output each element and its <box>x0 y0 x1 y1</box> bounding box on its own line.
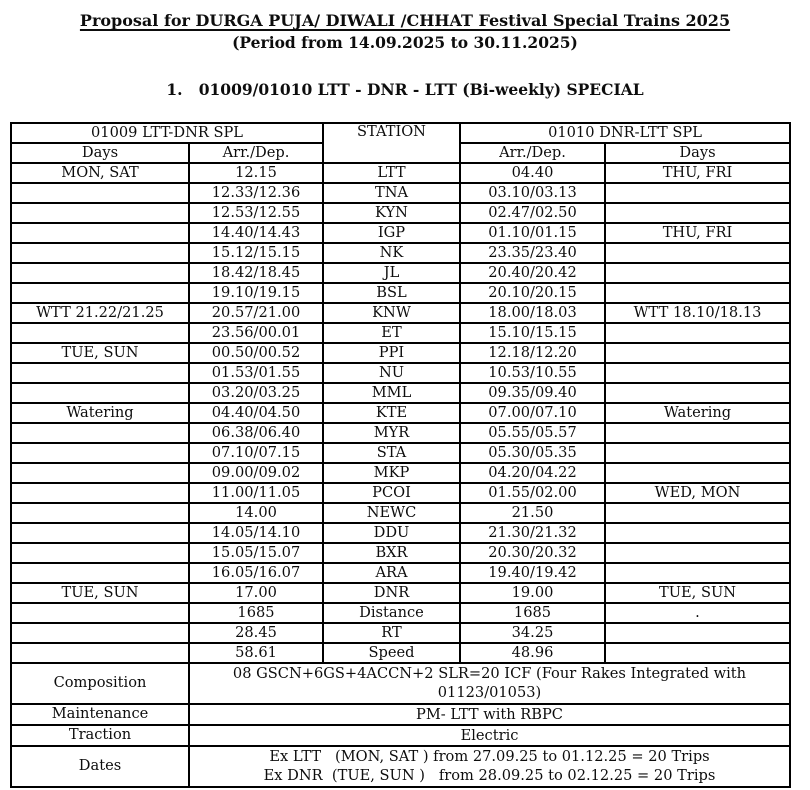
days-right-cell <box>605 283 790 303</box>
arr-dep-right-cell: 18.00/18.03 <box>460 303 605 323</box>
arr-dep-left-cell: 1685 <box>189 603 323 623</box>
table-row <box>11 483 790 503</box>
days-right-cell <box>605 623 790 643</box>
arr-dep-left-cell: 09.00/09.02 <box>189 463 323 483</box>
station-cell: BSL <box>323 283 460 303</box>
days-right-cell <box>605 643 790 663</box>
days-left-cell <box>11 283 189 303</box>
days-right-cell <box>605 183 790 203</box>
arr-dep-left-cell: 06.38/06.40 <box>189 423 323 443</box>
days-right-cell: THU, FRI <box>605 163 790 183</box>
days-left-cell <box>11 323 189 343</box>
info-row-dates <box>11 746 790 787</box>
station-cell: Distance <box>323 603 460 623</box>
days-left-cell <box>11 623 189 643</box>
schedule-table <box>10 122 791 788</box>
table-row <box>11 183 790 203</box>
header-row-trains <box>11 123 790 143</box>
arr-dep-left-cell: 14.40/14.43 <box>189 223 323 243</box>
days-right-cell <box>605 463 790 483</box>
table-row <box>11 563 790 583</box>
days-left-cell <box>11 523 189 543</box>
station-cell: Speed <box>323 643 460 663</box>
table-row <box>11 263 790 283</box>
station-cell: ET <box>323 323 460 343</box>
days-right-cell <box>605 263 790 283</box>
table-row <box>11 303 790 323</box>
days-right-cell <box>605 203 790 223</box>
days-right-cell <box>605 423 790 443</box>
arr-dep-left-cell: 19.10/19.15 <box>189 283 323 303</box>
page-subtitle: (Period from 14.09.2025 to 30.11.2025) <box>232 33 578 52</box>
table-row <box>11 383 790 403</box>
days-left-cell <box>11 223 189 243</box>
arr-dep-right-cell: 12.18/12.20 <box>460 343 605 363</box>
days-right-cell: WTT 18.10/18.13 <box>605 303 790 323</box>
station-cell: DNR <box>323 583 460 603</box>
arr-dep-left-cell: 23.56/00.01 <box>189 323 323 343</box>
days-right-cell <box>605 443 790 463</box>
composition-label: Composition <box>11 663 189 704</box>
arr-dep-right-cell: 07.00/07.10 <box>460 403 605 423</box>
schedule-body <box>11 163 790 663</box>
arr-dep-right-cell: 19.40/19.42 <box>460 563 605 583</box>
station-cell: KNW <box>323 303 460 323</box>
arr-dep-right-cell: 09.35/09.40 <box>460 383 605 403</box>
days-left-cell <box>11 423 189 443</box>
table-row <box>11 243 790 263</box>
station-cell: MYR <box>323 423 460 443</box>
days-right-cell: TUE, SUN <box>605 583 790 603</box>
traction-value <box>189 725 790 746</box>
arr-dep-right-cell: 05.55/05.57 <box>460 423 605 443</box>
right-train-header: 01010 DNR-LTT SPL <box>460 123 790 143</box>
arr-dep-right-cell: 01.10/01.15 <box>460 223 605 243</box>
days-right-cell: THU, FRI <box>605 223 790 243</box>
arr-dep-left-cell: 12.33/12.36 <box>189 183 323 203</box>
days-right-cell <box>605 383 790 403</box>
days-left-cell <box>11 443 189 463</box>
arr-dep-left-cell: 20.57/21.00 <box>189 303 323 323</box>
days-left-cell: Watering <box>11 403 189 423</box>
dates-label: Dates <box>11 746 189 787</box>
table-row <box>11 623 790 643</box>
arr-dep-left-cell: 18.42/18.45 <box>189 263 323 283</box>
info-row-traction <box>11 725 790 746</box>
station-cell: STA <box>323 443 460 463</box>
days-right-cell <box>605 503 790 523</box>
arr-dep-left-cell: 03.20/03.25 <box>189 383 323 403</box>
days-right-cell <box>605 243 790 263</box>
arr-dep-left-cell: 28.45 <box>189 623 323 643</box>
table-row <box>11 203 790 223</box>
station-cell: TNA <box>323 183 460 203</box>
arr-dep-right-cell: 20.30/20.32 <box>460 543 605 563</box>
days-left-cell <box>11 383 189 403</box>
days-left-cell: WTT 21.22/21.25 <box>11 303 189 323</box>
station-cell: LTT <box>323 163 460 183</box>
composition-line-2: 01123/01053) <box>437 684 542 702</box>
arr-dep-left-cell: 14.00 <box>189 503 323 523</box>
days-left-cell <box>11 183 189 203</box>
arr-dep-left-cell: 04.40/04.50 <box>189 403 323 423</box>
station-cell: BXR <box>323 543 460 563</box>
arr-dep-right-cell: 48.96 <box>460 643 605 663</box>
station-cell: KYN <box>323 203 460 223</box>
schedule-header <box>11 123 790 163</box>
table-row <box>11 343 790 363</box>
arr-dep-right-cell: 01.55/02.00 <box>460 483 605 503</box>
arr-dep-right-cell: 04.40 <box>460 163 605 183</box>
table-row <box>11 503 790 523</box>
arr-dep-right-cell: 21.30/21.32 <box>460 523 605 543</box>
arr-dep-left-cell: 12.53/12.55 <box>189 203 323 223</box>
maintenance-line-1: PM- LTT with RBPC <box>416 705 563 723</box>
station-cell: IGP <box>323 223 460 243</box>
station-cell: PPI <box>323 343 460 363</box>
days-left-header: Days <box>11 143 189 163</box>
days-left-cell <box>11 203 189 223</box>
arr-dep-right-cell: 21.50 <box>460 503 605 523</box>
info-row-composition <box>11 663 790 704</box>
days-left-cell: TUE, SUN <box>11 583 189 603</box>
arr-dep-right-cell: 10.53/10.55 <box>460 363 605 383</box>
arr-dep-right-cell: 1685 <box>460 603 605 623</box>
dates-value <box>189 746 790 787</box>
arr-dep-right-cell: 34.25 <box>460 623 605 643</box>
days-right-cell <box>605 363 790 383</box>
days-right-header: Days <box>605 143 790 163</box>
station-cell: RT <box>323 623 460 643</box>
days-right-cell <box>605 323 790 343</box>
arr-dep-right-cell: 19.00 <box>460 583 605 603</box>
arr-dep-left-header: Arr./Dep. <box>189 143 323 163</box>
days-right-cell <box>605 343 790 363</box>
arr-dep-left-cell: 14.05/14.10 <box>189 523 323 543</box>
station-cell: MML <box>323 383 460 403</box>
days-left-cell <box>11 363 189 383</box>
table-row <box>11 583 790 603</box>
arr-dep-left-cell: 15.12/15.15 <box>189 243 323 263</box>
station-cell: MKP <box>323 463 460 483</box>
arr-dep-left-cell: 00.50/00.52 <box>189 343 323 363</box>
days-right-cell: Watering <box>605 403 790 423</box>
composition-value <box>189 663 790 704</box>
arr-dep-left-cell: 11.00/11.05 <box>189 483 323 503</box>
table-row <box>11 443 790 463</box>
arr-dep-left-cell: 12.15 <box>189 163 323 183</box>
station-cell: KTE <box>323 403 460 423</box>
arr-dep-right-cell: 20.10/20.15 <box>460 283 605 303</box>
station-cell: DDU <box>323 523 460 543</box>
table-row <box>11 523 790 543</box>
days-left-cell <box>11 263 189 283</box>
arr-dep-right-cell: 15.10/15.15 <box>460 323 605 343</box>
table-row <box>11 543 790 563</box>
table-row <box>11 223 790 243</box>
arr-dep-right-cell: 05.30/05.35 <box>460 443 605 463</box>
table-row <box>11 163 790 183</box>
station-cell: NU <box>323 363 460 383</box>
left-train-header: 01009 LTT-DNR SPL <box>11 123 323 143</box>
info-section <box>11 663 790 787</box>
arr-dep-right-cell: 02.47/02.50 <box>460 203 605 223</box>
table-row <box>11 423 790 443</box>
arr-dep-right-header: Arr./Dep. <box>460 143 605 163</box>
table-row <box>11 463 790 483</box>
traction-label: Traction <box>11 725 189 746</box>
arr-dep-left-cell: 58.61 <box>189 643 323 663</box>
days-left-cell <box>11 503 189 523</box>
days-right-cell <box>605 543 790 563</box>
table-row <box>11 403 790 423</box>
arr-dep-left-cell: 16.05/16.07 <box>189 563 323 583</box>
info-row-maintenance <box>11 704 790 725</box>
station-cell: ARA <box>323 563 460 583</box>
days-left-cell <box>11 543 189 563</box>
station-cell: NEWC <box>323 503 460 523</box>
station-cell: NK <box>323 243 460 263</box>
arr-dep-left-cell: 17.00 <box>189 583 323 603</box>
table-row <box>11 323 790 343</box>
station-cell: JL <box>323 263 460 283</box>
traction-line-1: Electric <box>460 726 519 744</box>
days-left-cell: MON, SAT <box>11 163 189 183</box>
table-row <box>11 283 790 303</box>
arr-dep-left-cell: 01.53/01.55 <box>189 363 323 383</box>
maintenance-value <box>189 704 790 725</box>
page-title: Proposal for DURGA PUJA/ DIWALI /CHHAT Festival Special Trains 2025 <box>79 11 731 30</box>
table-row <box>11 643 790 663</box>
days-left-cell <box>11 603 189 623</box>
days-left-cell <box>11 243 189 263</box>
days-right-cell <box>605 523 790 543</box>
arr-dep-left-cell: 07.10/07.15 <box>189 443 323 463</box>
dates-line-1: Ex LTT (MON, SAT ) from 27.09.25 to 01.12.25 = 20 Trips <box>269 748 710 766</box>
arr-dep-right-cell: 23.35/23.40 <box>460 243 605 263</box>
maintenance-label: Maintenance <box>11 704 189 725</box>
table-row <box>11 603 790 623</box>
table-row <box>11 363 790 383</box>
section-heading: 1. 01009/01010 LTT - DNR - LTT (Bi-weekly) SPECIAL <box>166 80 644 100</box>
days-left-cell <box>11 483 189 503</box>
station-cell: PCOI <box>323 483 460 503</box>
arr-dep-right-cell: 03.10/03.13 <box>460 183 605 203</box>
station-header: STATION <box>323 123 460 163</box>
arr-dep-right-cell: 04.20/04.22 <box>460 463 605 483</box>
days-right-cell: . <box>605 603 790 623</box>
arr-dep-left-cell: 15.05/15.07 <box>189 543 323 563</box>
days-right-cell <box>605 563 790 583</box>
days-left-cell <box>11 643 189 663</box>
composition-line-1: 08 GSCN+6GS+4ACCN+2 SLR=20 ICF (Four Rakes Integrated with <box>232 665 747 683</box>
arr-dep-right-cell: 20.40/20.42 <box>460 263 605 283</box>
days-left-cell <box>11 563 189 583</box>
days-left-cell: TUE, SUN <box>11 343 189 363</box>
days-left-cell <box>11 463 189 483</box>
dates-line-2: Ex DNR (TUE, SUN ) from 28.09.25 to 02.12.25 = 20 Trips <box>263 767 716 785</box>
days-right-cell: WED, MON <box>605 483 790 503</box>
